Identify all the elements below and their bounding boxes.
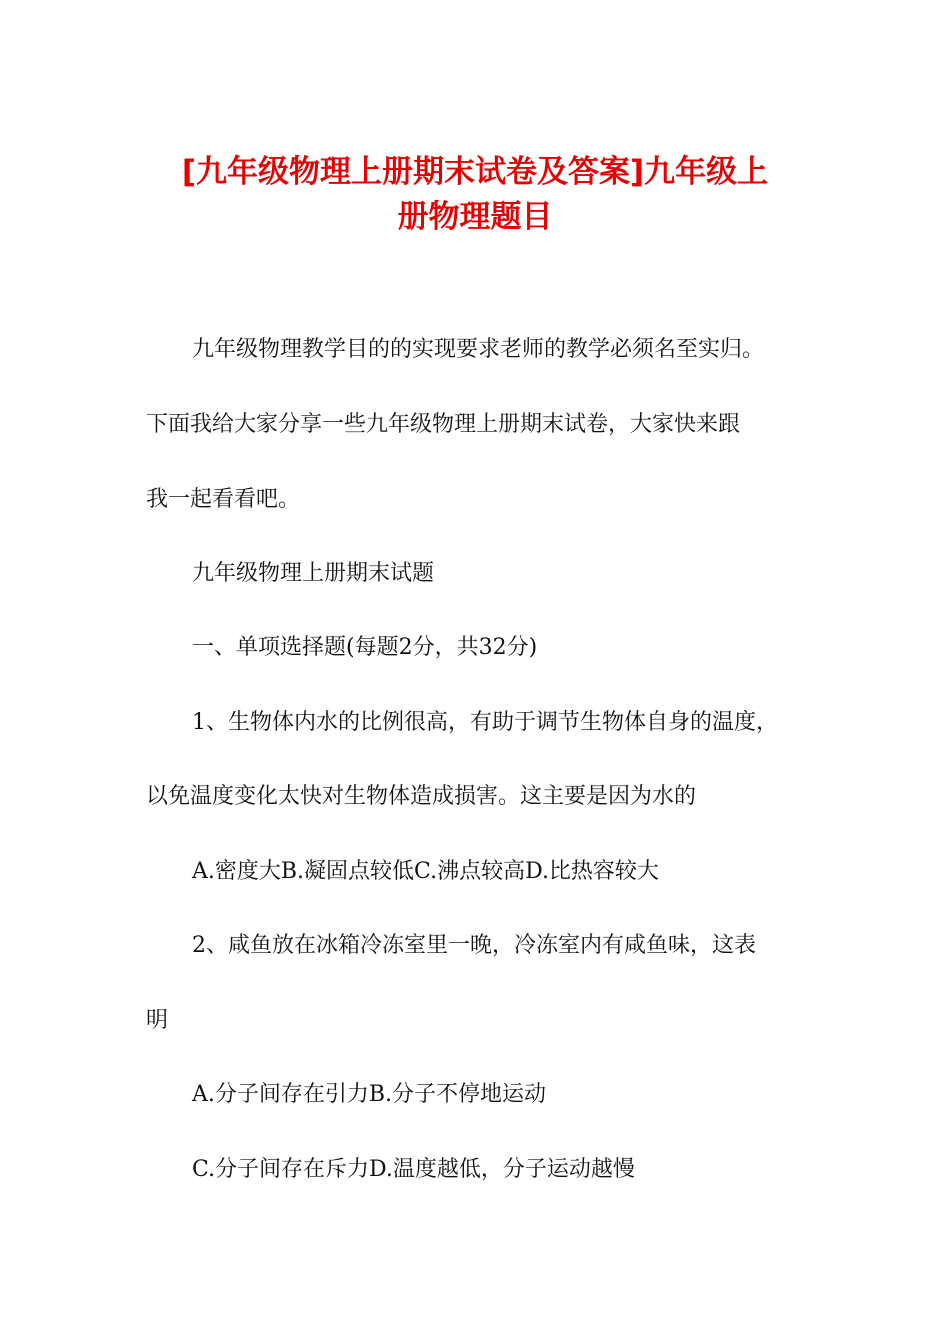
question-2-options-cd: C.分子间存在斥力D.温度越低，分子运动越慢 (192, 1157, 635, 1182)
intro-paragraph-line-3: 我一起看看吧。 (146, 487, 301, 512)
question-1-line-1: 1、生物体内水的比例很高，有助于调节生物体自身的温度， (192, 710, 778, 735)
section-heading: 九年级物理上册期末试题 (192, 561, 435, 586)
document-title-line-2: 册物理题目 (397, 199, 553, 235)
question-2-line-2: 明 (146, 1008, 169, 1033)
question-1-line-2: 以免温度变化太快对生物体造成损害。这主要是因为水的 (146, 784, 697, 809)
intro-paragraph-line-1: 九年级物理教学目的的实现要求老师的教学必须名至实归。 (192, 337, 765, 362)
intro-paragraph-line-2: 下面我给大家分享一些九年级物理上册期末试卷，大家快来跟 (146, 412, 741, 437)
question-2-options-ab: A.分子间存在引力B.分子不停地运动 (192, 1082, 547, 1107)
question-group-heading: 一、单项选择题(每题2分，共32分) (192, 635, 538, 660)
question-1-options: A.密度大B.凝固点较低C.沸点较高D.比热容较大 (192, 859, 659, 884)
question-2-line-1: 2、咸鱼放在冰箱冷冻室里一晚，冷冻室内有咸鱼味，这表 (192, 933, 756, 958)
document-title-line-1: [九年级物理上册期末试卷及答案]九年级上 (181, 154, 769, 190)
